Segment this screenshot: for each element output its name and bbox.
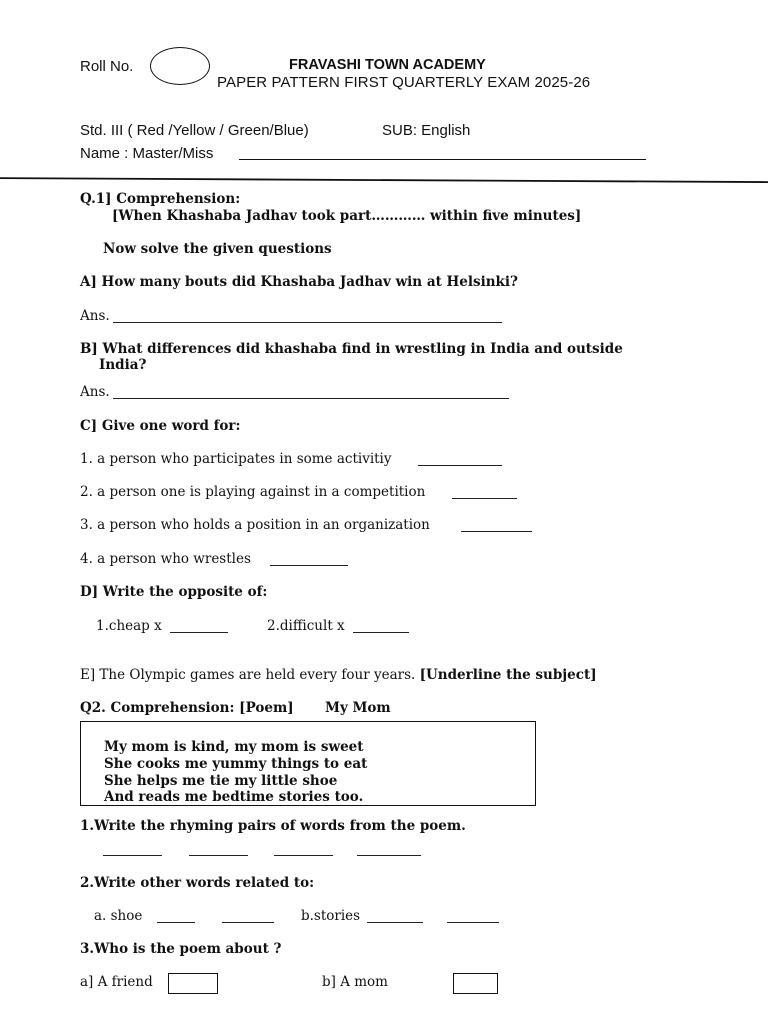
rhyme-blank-2[interactable] — [189, 855, 248, 856]
opposite-item-1: 1.cheap x — [96, 618, 162, 634]
school-name: FRAVASHI TOWN ACADEMY — [289, 57, 486, 73]
header-divider — [0, 176, 768, 184]
q1-a-answer-line[interactable] — [113, 322, 502, 323]
rhyme-blank-3[interactable] — [274, 855, 333, 856]
q1-instruction: Now solve the given questions — [103, 241, 332, 257]
poem-line: And reads me bedtime stories too. — [104, 789, 364, 805]
q1-c-title: C] Give one word for: — [80, 418, 241, 434]
name-answer-line[interactable] — [239, 159, 646, 160]
q1-passage-reference: [When Khashaba Jadhav took part………… within five minutes] — [112, 208, 582, 224]
q1-e-sentence — [80, 667, 597, 683]
roll-number-oval[interactable] — [150, 47, 210, 85]
q2-question-2: 2.Write other words related to: — [80, 875, 315, 891]
q1-b-answer-label: Ans. — [80, 384, 110, 400]
list-item: 2. a person one is playing against in a competition — [80, 484, 426, 500]
blank-line[interactable] — [353, 632, 409, 633]
list-item: 3. a person who holds a position in an organization — [80, 517, 430, 533]
name-label: Name : Master/Miss — [80, 145, 214, 162]
q1-b-question-cont: India? — [99, 357, 147, 373]
blank-line[interactable] — [418, 465, 502, 466]
rhyme-blank-1[interactable] — [103, 855, 162, 856]
poem-line: My mom is kind, my mom is sweet — [104, 739, 364, 755]
blank-line[interactable] — [447, 922, 499, 923]
roll-number-label: Roll No. — [80, 58, 134, 75]
related-word-a: a. shoe — [94, 908, 143, 924]
list-item: 4. a person who wrestles — [80, 551, 251, 567]
q1-e-text: E] The Olympic games are held every four years. — [80, 667, 416, 683]
subject-label: SUB: English — [382, 122, 471, 139]
exam-title: PAPER PATTERN FIRST QUARTERLY EXAM 2025-26 — [217, 74, 591, 91]
q1-e-instruction: [Underline the subject] — [419, 667, 597, 683]
blank-line[interactable] — [170, 632, 228, 633]
q1-a-question: A] How many bouts did Khashaba Jadhav win at Helsinki? — [80, 274, 518, 290]
q1-a-answer-label: Ans. — [80, 308, 110, 324]
option-b-label: b] A mom — [322, 974, 388, 990]
option-a-checkbox[interactable] — [168, 973, 218, 994]
q2-question-1: 1.Write the rhyming pairs of words from the poem. — [80, 818, 466, 834]
blank-line[interactable] — [367, 922, 423, 923]
blank-line[interactable] — [461, 531, 532, 532]
standard-label: Std. III ( Red /Yellow / Green/Blue) — [80, 122, 309, 139]
blank-line[interactable] — [270, 565, 348, 566]
blank-line[interactable] — [222, 922, 274, 923]
q1-b-question: B] What differences did khashaba find in wrestling in India and outside — [80, 341, 623, 357]
blank-line[interactable] — [157, 922, 195, 923]
option-b-checkbox[interactable] — [453, 973, 498, 994]
q1-b-answer-line[interactable] — [113, 398, 509, 399]
poem-line: She helps me tie my little shoe — [104, 773, 338, 789]
list-item: 1. a person who participates in some activitiy — [80, 451, 392, 467]
blank-line[interactable] — [452, 498, 517, 499]
related-word-b: b.stories — [301, 908, 361, 924]
rhyme-blank-4[interactable] — [357, 855, 421, 856]
q1-title: Q.1] Comprehension: — [80, 191, 241, 207]
poem-line: She cooks me yummy things to eat — [104, 756, 368, 772]
q2-title: Q2. Comprehension: [Poem] — [80, 700, 294, 716]
option-a-label: a] A friend — [80, 974, 153, 990]
q1-d-title: D] Write the opposite of: — [80, 584, 268, 600]
poem-title: My Mom — [325, 700, 391, 716]
q2-question-3: 3.Who is the poem about ? — [80, 941, 282, 957]
opposite-item-2: 2.difficult x — [267, 618, 345, 634]
